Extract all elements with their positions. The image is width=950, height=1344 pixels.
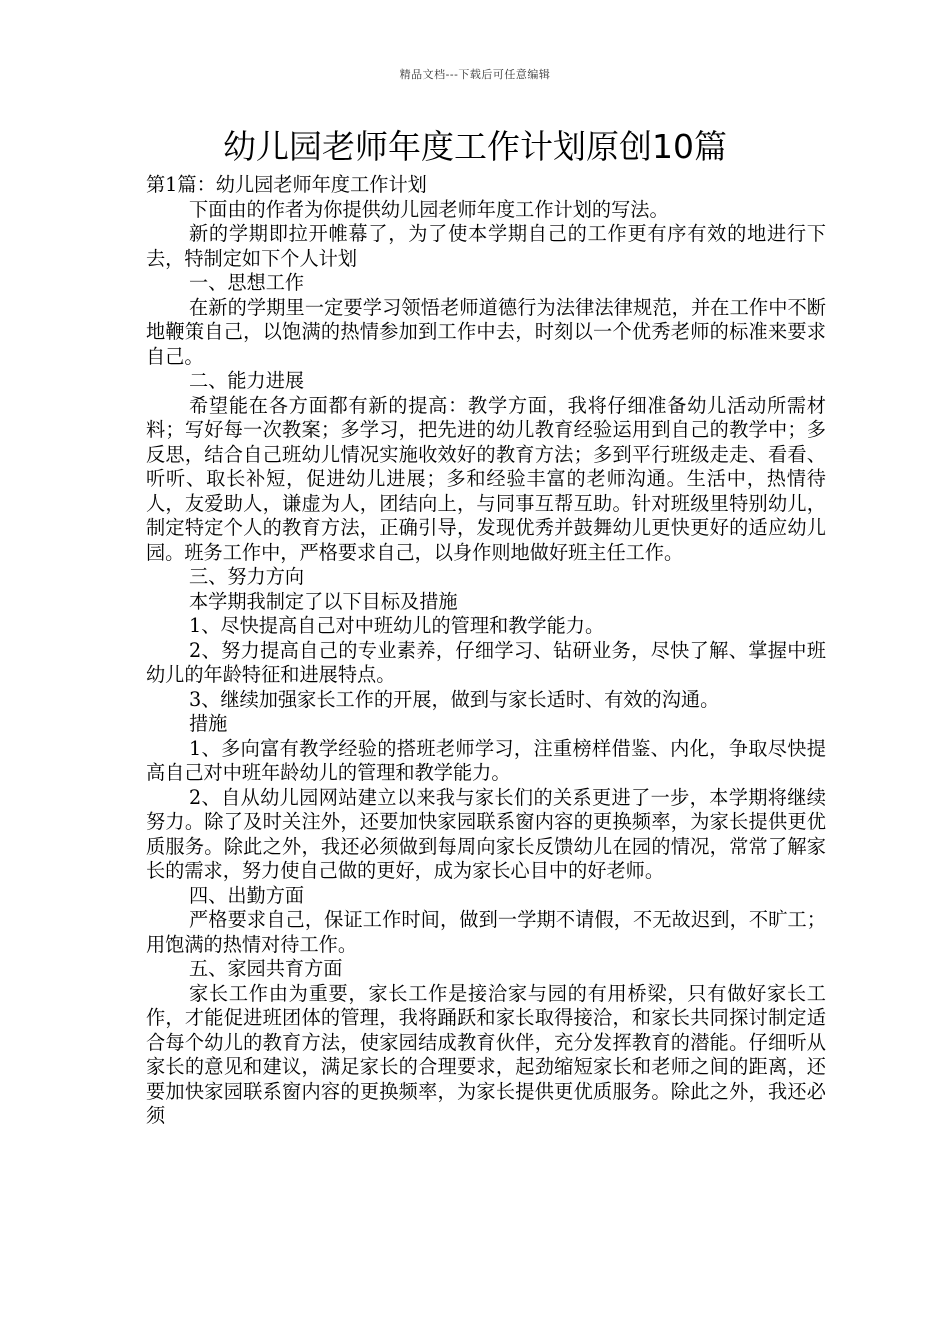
paragraph: 措施 bbox=[189, 712, 228, 735]
paragraph: 本学期我制定了以下目标及措施 bbox=[189, 589, 458, 613]
document-title: 幼儿园老师年度工作计划原创10篇 bbox=[223, 127, 727, 166]
paragraph: 新的学期即拉开帷幕了，为了使本学期自己的工作更有序有效的地进行下去，特制定如下个人计划 bbox=[146, 222, 826, 270]
paragraph: 第1篇：幼儿园老师年度工作计划 bbox=[146, 173, 427, 196]
paragraph: 五、家园共育方面 bbox=[189, 957, 343, 980]
paragraph: 四、出勤方面 bbox=[189, 883, 305, 907]
page-header-note: 精品文档---下载后可任意编辑 bbox=[399, 68, 551, 81]
paragraph: 2、努力提高自己的专业素养，仔细学习、钻研业务，尽快了解、掌握中班幼儿的年龄特征和进展特点。 bbox=[146, 638, 826, 686]
paragraph: 严格要求自己，保证工作时间，做到一学期不请假，不无故迟到，不旷工；用饱满的热情对待工作。 bbox=[146, 908, 826, 956]
paragraph: 3、继续加强家长工作的开展，做到与家长适时、有效的沟通。 bbox=[189, 687, 720, 711]
paragraph: 三、努力方向 bbox=[189, 565, 305, 588]
paragraph: 1、尽快提高自己对中班幼儿的管理和教学能力。 bbox=[189, 614, 605, 637]
paragraph: 下面由的作者为你提供幼儿园老师年度工作计划的写法。 bbox=[189, 197, 669, 221]
paragraph: 1、多向富有教学经验的搭班老师学习，注重榜样借鉴、内化，争取尽快提高自己对中班年龄幼儿的管理和教学能力。 bbox=[146, 736, 826, 784]
paragraph: 一、思想工作 bbox=[189, 271, 305, 294]
document-body bbox=[146, 173, 826, 1129]
paragraph: 二、能力进展 bbox=[189, 369, 305, 392]
paragraph: 希望能在各方面都有新的提高：教学方面，我将仔细准备幼儿活动所需材料；写好每一次教案；多学习，把先进的幼儿教育经验运用到自己的教学中；多反思，结合自己班幼儿情况实施收效好的教育方法；多到平行班级走走、看看、听听、取长补短，促进幼儿进展；多和经验丰富的老师沟通。生活中，热情待人，友爱助人，谦虚为人，团结向上，与同事互帮互助。针对班级里特别幼儿，制定特定个人的教育方法，正确引导，发现优秀并鼓舞幼儿更快更好的适应幼儿园。班务工作中，严格要求自己，以身作则地做好班主任工作。 bbox=[146, 393, 826, 564]
paragraph: 2、自从幼儿园网站建立以来我与家长们的关系更进了一步，本学期将继续努力。除了及时关注外，还要加快家园联系窗内容的更换频率，为家长提供更优质服务。除此之外，我还必须做到每周向家长反馈幼儿在园的情况，常常了解家长的需求，努力使自己做的更好，成为家长心目中的好老师。 bbox=[146, 785, 826, 882]
paragraph: 在新的学期里一定要学习领悟老师道德行为法律法律规范，并在工作中不断地鞭策自己，以饱满的热情参加到工作中去，时刻以一个优秀老师的标准来要求自己。 bbox=[146, 295, 826, 368]
paragraph: 家长工作由为重要，家长工作是接洽家与园的有用桥梁，只有做好家长工作，才能促进班团体的管理，我将踊跃和家长取得接洽，和家长共同探讨制定适合每个幼儿的教育方法，使家园结成教育伙伴，充分发挥教育的潜能。仔细听从家长的意见和建议，满足家长的合理要求，起劲缩短家长和老师之间的距离，还要加快家园联系窗内容的更换频率，为家长提供更优质服务。除此之外，我还必须 bbox=[146, 981, 826, 1127]
